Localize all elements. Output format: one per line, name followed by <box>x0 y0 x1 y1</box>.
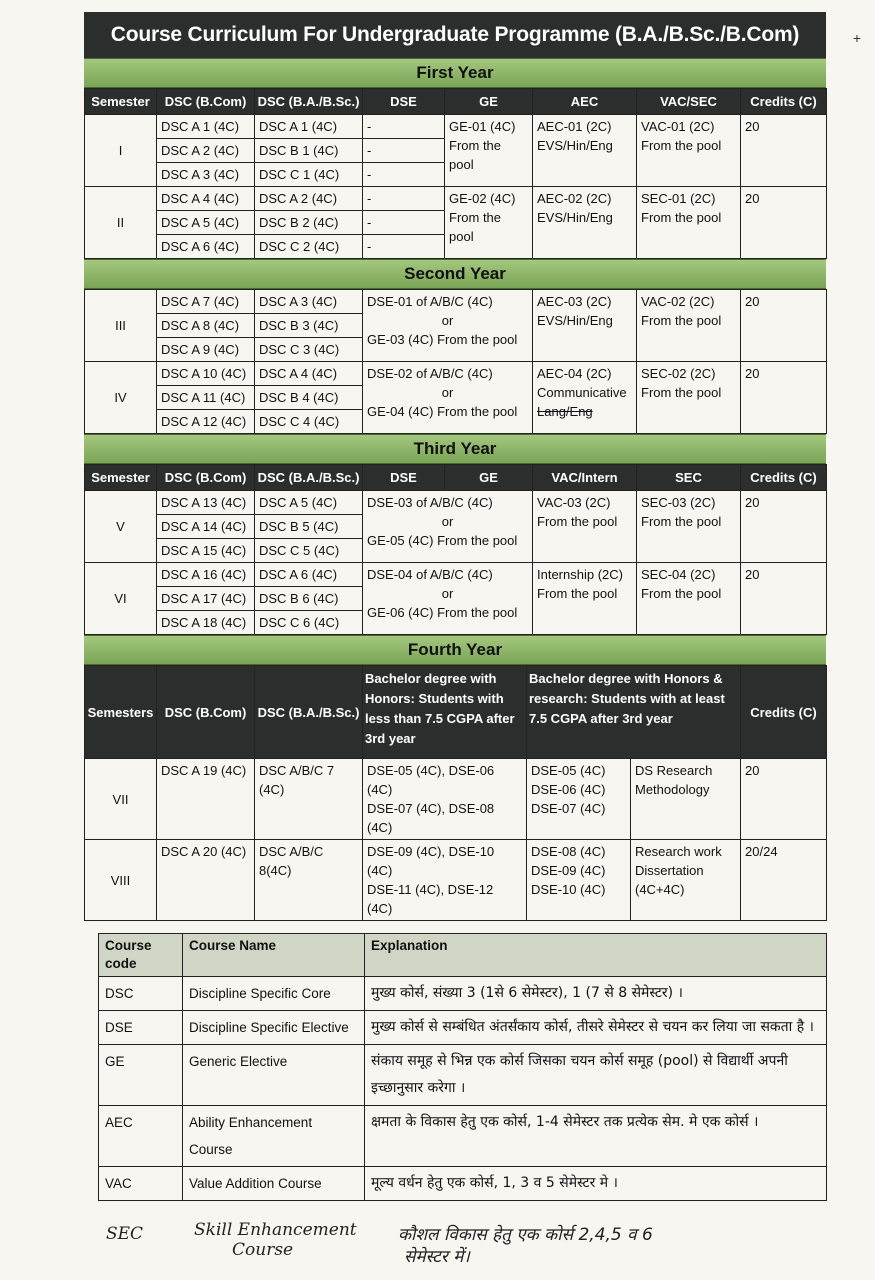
sec-line: From the pool <box>641 514 722 529</box>
sec-line: From the pool <box>641 586 722 601</box>
research-line: DSE-10 (4C) <box>531 882 606 897</box>
dse-ge-cell <box>363 362 533 434</box>
col-dsc-bcom: DSC (B.Com) <box>157 89 255 115</box>
handwritten-name-cont: Course <box>232 1240 294 1260</box>
dsc-basc-cell: DSC B 6 (4C) <box>255 587 363 611</box>
legend-col-name: Course Name <box>183 934 365 977</box>
sem6-row-a <box>85 563 827 587</box>
aec-line: AEC-04 (2C) <box>537 366 612 381</box>
dsc-bcom-cell: DSC A 16 (4C) <box>157 563 255 587</box>
legend-row <box>99 1011 827 1045</box>
sem2-row-a <box>85 187 827 211</box>
vac-line: SEC-01 (2C) <box>641 191 716 206</box>
col-dsc-bcom: DSC (B.Com) <box>157 465 255 491</box>
aec-line: Lang/Eng <box>537 404 593 419</box>
dse-cell: - <box>363 235 445 259</box>
ge-line: GE-02 (4C) <box>449 191 516 206</box>
third-year-band <box>84 434 826 464</box>
credits-cell: 20 <box>741 115 827 187</box>
margin-mark: + <box>852 30 861 46</box>
vac-line: From the pool <box>537 586 618 601</box>
honors-cell <box>363 840 527 921</box>
vac-cell <box>637 362 741 434</box>
aec-line: EVS/Hin/Eng <box>537 210 613 225</box>
handwritten-name: Skill Enhancement <box>194 1220 357 1240</box>
credits-cell: 20 <box>741 362 827 434</box>
dsc-bcom-cell: DSC A 4 (4C) <box>157 187 255 211</box>
dsc-bcom-cell: DSC A 8 (4C) <box>157 314 255 338</box>
legend-explanation: संकाय समूह से भिन्न एक कोर्स जिसका चयन कोर्स समूह (pool) से विद्यार्थी अपनी इच्छानुसार करेगा । <box>365 1045 827 1106</box>
col-semester: Semester <box>85 89 157 115</box>
research-line: DSE-05 (4C) <box>531 763 606 778</box>
vac-line: VAC-03 (2C) <box>537 495 611 510</box>
ge-cell <box>445 187 533 259</box>
extra-cell <box>631 759 741 840</box>
legend-row <box>99 1106 827 1167</box>
vac-line: VAC-02 (2C) <box>641 294 715 309</box>
credits-cell: 20 <box>741 491 827 563</box>
legend-header-row <box>99 934 827 977</box>
or-label: or <box>441 586 454 601</box>
dsc-basc-cell: DSC C 3 (4C) <box>255 338 363 362</box>
col-aec: AEC <box>533 89 637 115</box>
dsc-bcom-cell: DSC A 6 (4C) <box>157 235 255 259</box>
ge-line: pool <box>449 157 474 172</box>
third-year-label: Third Year <box>413 439 497 458</box>
ge-line: GE-01 (4C) <box>449 119 516 134</box>
legend-row <box>99 1167 827 1201</box>
legend-explanation: क्षमता के विकास हेतु एक कोर्स, 1-4 सेमेस्टर तक प्रत्येक सेम. मे एक कोर्स । <box>365 1106 827 1167</box>
dse-ge-cell <box>363 563 533 635</box>
dsc-basc-cell: DSC A/B/C 7 (4C) <box>255 759 363 840</box>
dsc-basc-cell: DSC C 1 (4C) <box>255 163 363 187</box>
dsc-bcom-cell: DSC A 2 (4C) <box>157 139 255 163</box>
sem3-row-a <box>85 290 827 314</box>
dse-ge-cell <box>363 290 533 362</box>
curriculum-sheet <box>84 12 826 921</box>
first-year-table <box>84 88 827 259</box>
dsc-basc-cell: DSC A 6 (4C) <box>255 563 363 587</box>
dsc-bcom-cell: DSC A 5 (4C) <box>157 211 255 235</box>
aec-cell <box>533 115 637 187</box>
research-line: DSE-06 (4C) <box>531 782 606 797</box>
fourth-year-table <box>84 665 827 921</box>
aec-line: Communicative <box>537 385 627 400</box>
honors-line: DSE-09 (4C), DSE-10 (4C) <box>367 844 495 878</box>
col-sec: SEC <box>637 465 741 491</box>
extra-line: Methodology <box>635 782 710 797</box>
header-row <box>85 666 827 759</box>
dsc-basc-cell: DSC C 6 (4C) <box>255 611 363 635</box>
first-year-label: First Year <box>416 63 494 82</box>
or-label: or <box>441 514 454 529</box>
vac-cell <box>533 491 637 563</box>
dse-ge-line: DSE-01 of A/B/C (4C) <box>367 294 493 309</box>
semester-label: V <box>85 491 157 563</box>
dsc-basc-cell: DSC B 2 (4C) <box>255 211 363 235</box>
dsc-bcom-cell: DSC A 10 (4C) <box>157 362 255 386</box>
vac-line: From the pool <box>641 138 722 153</box>
col-credits: Credits (C) <box>741 666 827 759</box>
ge-line: From the <box>449 138 502 153</box>
second-year-band <box>84 259 826 289</box>
dsc-basc-cell: DSC B 3 (4C) <box>255 314 363 338</box>
dsc-bcom-cell: DSC A 7 (4C) <box>157 290 255 314</box>
credits-cell: 20 <box>741 759 827 840</box>
dsc-bcom-cell: DSC A 11 (4C) <box>157 386 255 410</box>
or-label: or <box>441 313 454 328</box>
aec-line: EVS/Hin/Eng <box>537 313 613 328</box>
credits-cell: 20/24 <box>741 840 827 921</box>
col-ge: GE <box>445 465 533 491</box>
col-credits: Credits (C) <box>741 465 827 491</box>
vac-cell <box>533 563 637 635</box>
aec-line: EVS/Hin/Eng <box>537 138 613 153</box>
dse-ge-line: GE-04 (4C) From the pool <box>367 404 518 419</box>
legend-explanation: मूल्य वर्धन हेतु एक कोर्स, 1, 3 व 5 सेमेस्टर मे । <box>365 1167 827 1201</box>
vac-cell <box>637 115 741 187</box>
extra-cell <box>631 840 741 921</box>
research-cell <box>527 840 631 921</box>
col-ge: GE <box>445 89 533 115</box>
ge-line: From the <box>449 210 502 225</box>
col-semester: Semester <box>85 465 157 491</box>
credits-cell: 20 <box>741 290 827 362</box>
col-vac-sec: VAC/SEC <box>637 89 741 115</box>
extra-line: (4C+4C) <box>635 882 685 897</box>
dsc-bcom-cell: DSC A 19 (4C) <box>157 759 255 840</box>
dsc-basc-cell: DSC B 5 (4C) <box>255 515 363 539</box>
col-semesters: Semesters <box>85 666 157 759</box>
aec-cell <box>533 362 637 434</box>
dsc-bcom-cell: DSC A 12 (4C) <box>157 410 255 434</box>
semester-label: VI <box>85 563 157 635</box>
handwritten-explanation: कौशल विकास हेतु एक कोर्स 2,4,5 व 6 <box>398 1225 653 1245</box>
legend-col-code: Course code <box>99 934 183 977</box>
sec-line: SEC-03 (2C) <box>641 495 716 510</box>
sem1-row-a <box>85 115 827 139</box>
aec-cell <box>533 290 637 362</box>
legend-name: Generic Elective <box>183 1045 365 1106</box>
vac-line: From the pool <box>537 514 618 529</box>
page-title: Course Curriculum For Undergraduate Programme (B.A./B.Sc./B.Com) <box>84 12 826 58</box>
handwritten-explanation-cont: सेमेस्टर में। <box>404 1247 470 1267</box>
honors-line: DSE-07 (4C), DSE-08 (4C) <box>367 801 495 835</box>
vac-line: SEC-02 (2C) <box>641 366 716 381</box>
dse-cell: - <box>363 187 445 211</box>
sec-cell <box>637 491 741 563</box>
sem5-row-a <box>85 491 827 515</box>
legend-col-explanation: Explanation <box>365 934 827 977</box>
dse-cell: - <box>363 211 445 235</box>
legend-name: Ability Enhancement Course <box>183 1106 365 1167</box>
fourth-year-label: Fourth Year <box>407 640 503 659</box>
legend-code: AEC <box>99 1106 183 1167</box>
legend-code: DSE <box>99 1011 183 1045</box>
sem7-row <box>85 759 827 840</box>
dse-cell: - <box>363 139 445 163</box>
dsc-basc-cell: DSC C 4 (4C) <box>255 410 363 434</box>
credits-cell: 20 <box>741 563 827 635</box>
dse-cell: - <box>363 115 445 139</box>
honors-cell <box>363 759 527 840</box>
honors-line: DSE-11 (4C), DSE-12 (4C) <box>367 882 494 916</box>
col-vac-intern: VAC/Intern <box>533 465 637 491</box>
vac-line: From the pool <box>641 385 722 400</box>
sec-cell <box>637 563 741 635</box>
aec-line: AEC-02 (2C) <box>537 191 612 206</box>
aec-line: AEC-03 (2C) <box>537 294 612 309</box>
dsc-bcom-cell: DSC A 18 (4C) <box>157 611 255 635</box>
legend-row <box>99 1045 827 1106</box>
header-row <box>85 89 827 115</box>
dsc-basc-cell: DSC A 3 (4C) <box>255 290 363 314</box>
col-dsc-basc: DSC (B.A./B.Sc.) <box>255 89 363 115</box>
vac-cell <box>637 290 741 362</box>
semester-label: VIII <box>85 840 157 921</box>
aec-cell <box>533 187 637 259</box>
dsc-basc-cell: DSC A 2 (4C) <box>255 187 363 211</box>
legend-explanation: मुख्य कोर्स, संख्या 3 (1से 6 सेमेस्टर), 1 (7 से 8 सेमेस्टर) । <box>365 977 827 1011</box>
sec-line: SEC-04 (2C) <box>641 567 716 582</box>
vac-line: From the pool <box>641 313 722 328</box>
dse-ge-line: GE-03 (4C) From the pool <box>367 332 518 347</box>
extra-line: Research work <box>635 844 722 859</box>
dsc-basc-cell: DSC C 5 (4C) <box>255 539 363 563</box>
legend-code: GE <box>99 1045 183 1106</box>
credits-cell: 20 <box>741 187 827 259</box>
semester-label: VII <box>85 759 157 840</box>
ge-line: pool <box>449 229 474 244</box>
dsc-basc-cell: DSC A/B/C 8(4C) <box>255 840 363 921</box>
dsc-basc-cell: DSC B 1 (4C) <box>255 139 363 163</box>
dsc-basc-cell: DSC B 4 (4C) <box>255 386 363 410</box>
first-year-band <box>84 58 826 88</box>
dsc-bcom-cell: DSC A 13 (4C) <box>157 491 255 515</box>
header-row <box>85 465 827 491</box>
research-line: DSE-07 (4C) <box>531 801 606 816</box>
dsc-bcom-cell: DSC A 20 (4C) <box>157 840 255 921</box>
legend-explanation: मुख्य कोर्स से सम्बंधित अंतर्संकाय कोर्स, तीसरे सेमेस्टर से चयन कर लिया जा सकता है । <box>365 1011 827 1045</box>
col-dse: DSE <box>363 465 445 491</box>
vac-line: From the pool <box>641 210 722 225</box>
col-dsc-bcom: DSC (B.Com) <box>157 666 255 759</box>
col-honors: Bachelor degree with Honors: Students with less than 7.5 CGPA after 3rd year <box>363 666 527 759</box>
legend-code: DSC <box>99 977 183 1011</box>
dse-ge-line: DSE-03 of A/B/C (4C) <box>367 495 493 510</box>
honors-line: DSE-05 (4C), DSE-06 (4C) <box>367 763 495 797</box>
ge-cell <box>445 115 533 187</box>
handwritten-code: SEC <box>106 1224 144 1244</box>
third-year-table <box>84 464 827 635</box>
aec-line: AEC-01 (2C) <box>537 119 612 134</box>
col-dse: DSE <box>363 89 445 115</box>
vac-cell <box>637 187 741 259</box>
dse-ge-line: GE-06 (4C) From the pool <box>367 605 518 620</box>
extra-line: Dissertation <box>635 863 704 878</box>
dsc-bcom-cell: DSC A 9 (4C) <box>157 338 255 362</box>
extra-line: DS Research <box>635 763 713 778</box>
dsc-basc-cell: DSC C 2 (4C) <box>255 235 363 259</box>
col-dsc-basc: DSC (B.A./B.Sc.) <box>255 666 363 759</box>
semester-label: IV <box>85 362 157 434</box>
research-cell <box>527 759 631 840</box>
col-credits: Credits (C) <box>741 89 827 115</box>
dsc-bcom-cell: DSC A 15 (4C) <box>157 539 255 563</box>
sem8-row <box>85 840 827 921</box>
dsc-bcom-cell: DSC A 17 (4C) <box>157 587 255 611</box>
dsc-bcom-cell: DSC A 14 (4C) <box>157 515 255 539</box>
dse-ge-line: DSE-04 of A/B/C (4C) <box>367 567 493 582</box>
dse-cell: - <box>363 163 445 187</box>
dse-ge-cell <box>363 491 533 563</box>
second-year-label: Second Year <box>404 264 506 283</box>
semester-label: II <box>85 187 157 259</box>
legend-table <box>98 933 827 1201</box>
research-line: DSE-08 (4C) <box>531 844 606 859</box>
semester-label: III <box>85 290 157 362</box>
legend-name: Discipline Specific Elective <box>183 1011 365 1045</box>
legend-row <box>99 977 827 1011</box>
second-year-table <box>84 289 827 434</box>
dse-ge-line: GE-05 (4C) From the pool <box>367 533 518 548</box>
dsc-bcom-cell: DSC A 3 (4C) <box>157 163 255 187</box>
dsc-basc-cell: DSC A 4 (4C) <box>255 362 363 386</box>
vac-line: Internship (2C) <box>537 567 623 582</box>
legend-code: VAC <box>99 1167 183 1201</box>
research-line: DSE-09 (4C) <box>531 863 606 878</box>
or-label: or <box>441 385 454 400</box>
dsc-basc-cell: DSC A 5 (4C) <box>255 491 363 515</box>
col-dsc-basc: DSC (B.A./B.Sc.) <box>255 465 363 491</box>
vac-line: VAC-01 (2C) <box>641 119 715 134</box>
abbreviation-legend <box>98 933 826 1201</box>
legend-name: Value Addition Course <box>183 1167 365 1201</box>
legend-name: Discipline Specific Core <box>183 977 365 1011</box>
col-honors-research: Bachelor degree with Honors & research: Students with at least 7.5 CGPA after 3rd year <box>527 666 741 759</box>
fourth-year-band <box>84 635 826 665</box>
dsc-basc-cell: DSC A 1 (4C) <box>255 115 363 139</box>
dse-ge-line: DSE-02 of A/B/C (4C) <box>367 366 493 381</box>
semester-label: I <box>85 115 157 187</box>
dsc-bcom-cell: DSC A 1 (4C) <box>157 115 255 139</box>
sem4-row-a <box>85 362 827 386</box>
